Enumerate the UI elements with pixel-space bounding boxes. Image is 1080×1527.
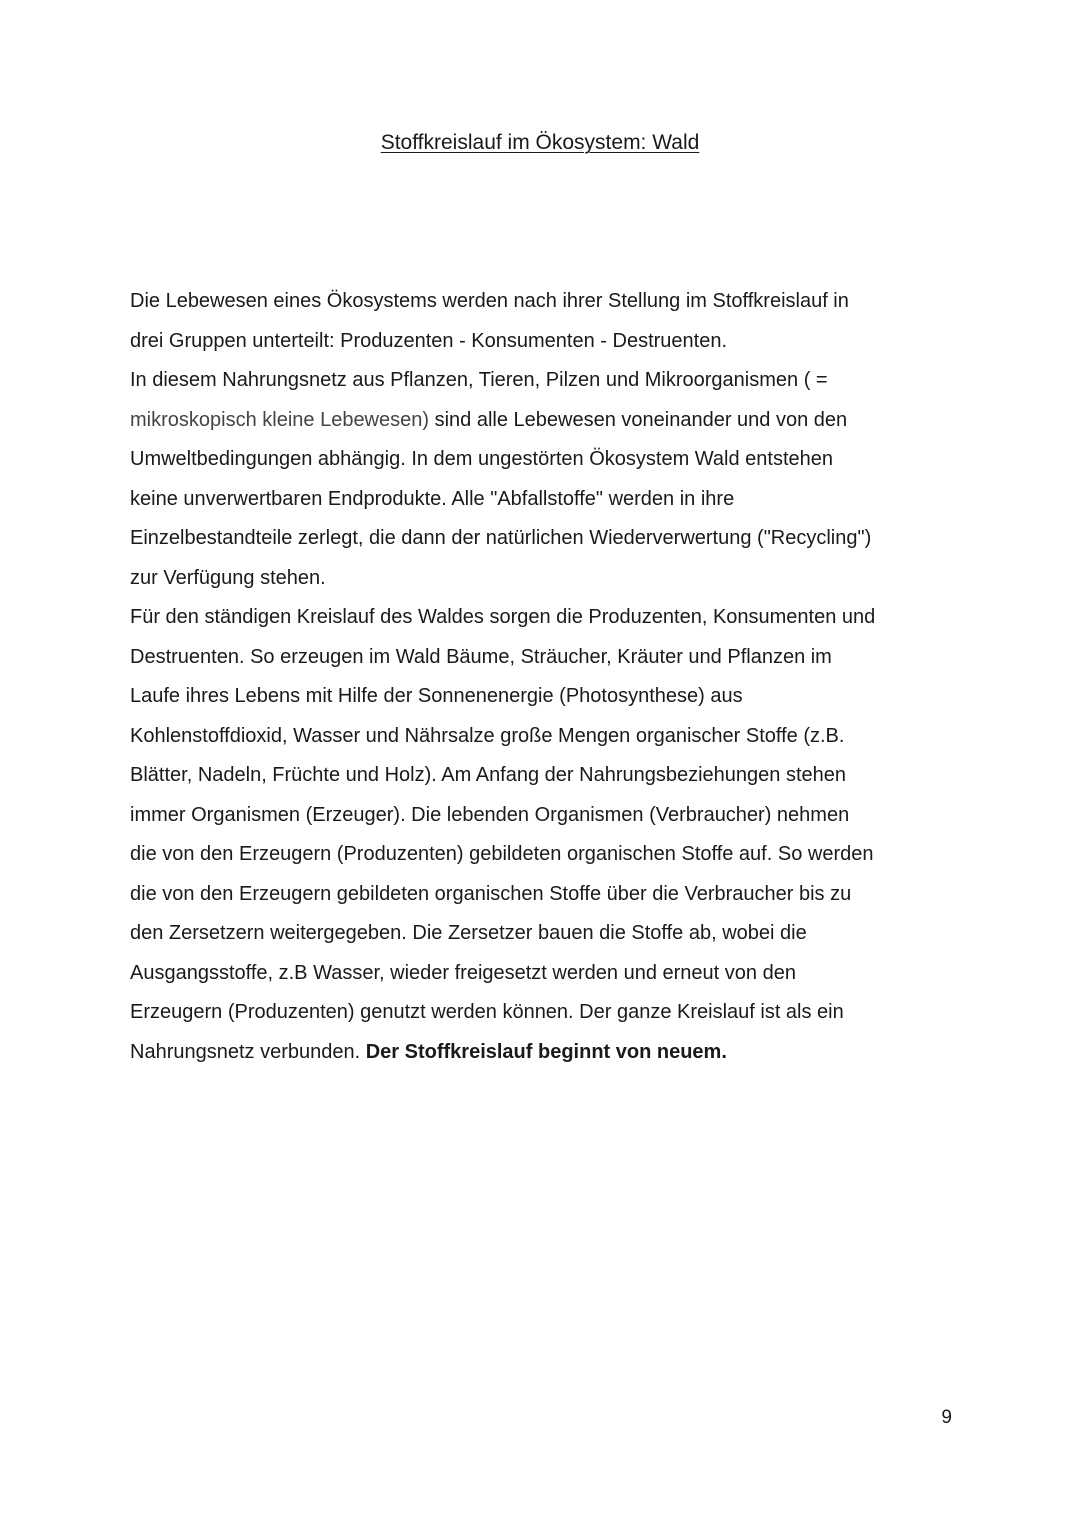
text-segment: sind alle Lebewesen voneinander und von den: [429, 408, 848, 431]
page-number: 9: [941, 1407, 952, 1428]
text-line: [130, 401, 960, 441]
bold-conclusion-text: Der Stoffkreislauf beginnt von neuem.: [365, 1040, 727, 1063]
text-line: [130, 1033, 960, 1073]
text-line: die von den Erzeugern (Produzenten) gebildeten organischen Stoffe auf. So werden: [130, 843, 874, 865]
text-line: Für den ständigen Kreislauf des Waldes sorgen die Produzenten, Konsumenten und: [130, 606, 876, 628]
text-line: Einzelbestandteile zerlegt, die dann der natürlichen Wiederverwertung ("Recycling"): [130, 527, 872, 549]
text-segment: Nahrungsnetz verbunden.: [130, 1040, 366, 1063]
text-line: Ausgangsstoffe, z.B Wasser, wieder freigesetzt werden und erneut von den: [130, 961, 796, 984]
text-line: Blätter, Nadeln, Früchte und Holz). Am Anfang der Nahrungsbeziehungen stehen: [130, 764, 847, 786]
text-line: drei Gruppen unterteilt: Produzenten - Konsumenten - Destruenten.: [130, 329, 728, 352]
text-line: zur Verfügung stehen.: [130, 566, 326, 589]
text-line: immer Organismen (Erzeuger). Die lebenden Organismen (Verbraucher) nehmen: [130, 803, 850, 826]
text-line: Destruenten. So erzeugen im Wald Bäume, Sträucher, Kräuter und Pflanzen im: [130, 645, 832, 668]
muted-text-segment: mikroskopisch kleine Lebewesen): [130, 408, 430, 431]
body-paragraphs: [130, 282, 960, 1072]
text-line: Erzeugern (Produzenten) genutzt werden können. Der ganze Kreislauf ist als ein: [130, 1001, 844, 1023]
text-line: den Zersetzern weitergegeben. Die Zersetzer bauen die Stoffe ab, wobei die: [130, 922, 807, 944]
text-line: Die Lebewesen eines Ökosystems werden nach ihrer Stellung im Stoffkreislauf in: [130, 290, 849, 312]
text-line: In diesem Nahrungsnetz aus Pflanzen, Tieren, Pilzen und Mikroorganismen ( =: [130, 369, 828, 391]
text-line: Laufe ihres Lebens mit Hilfe der Sonnenenergie (Photosynthese) aus: [130, 685, 743, 707]
text-line: Kohlenstoffdioxid, Wasser und Nährsalze große Mengen organischer Stoffe (z.B.: [130, 724, 845, 747]
text-line: die von den Erzeugern gebildeten organischen Stoffe über die Verbraucher bis zu: [130, 882, 852, 905]
text-line: Umweltbedingungen abhängig. In dem ungestörten Ökosystem Wald entstehen: [130, 448, 834, 470]
text-line: keine unverwertbaren Endprodukte. Alle "Abfallstoffe" werden in ihre: [130, 487, 735, 510]
page-title: Stoffkreislauf im Ökosystem: Wald: [380, 131, 700, 154]
